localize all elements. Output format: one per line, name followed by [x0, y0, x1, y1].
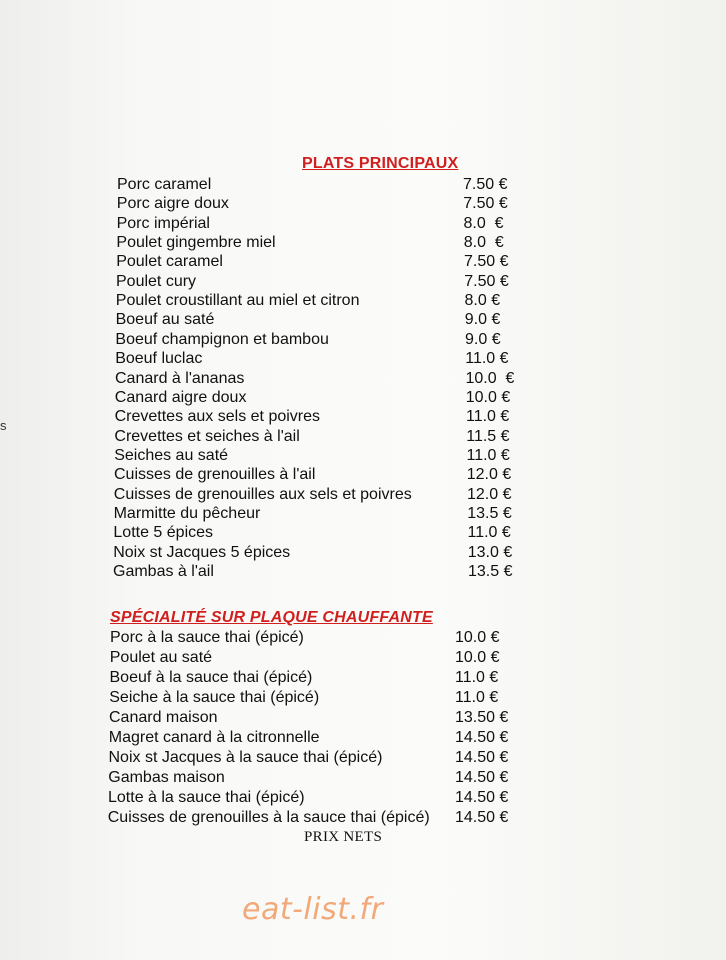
menu-item-price: 11.5 €: [466, 427, 510, 445]
menu-item-row: [0, 310, 726, 330]
menu-item-row: [0, 407, 726, 427]
menu-item-row: [0, 543, 726, 563]
menu-item-row: [0, 728, 726, 748]
menu-item-row: [0, 233, 726, 253]
menu-item-name: Poulet au saté: [109, 649, 213, 666]
menu-item-name: Cuisses de grenouilles à la sauce thai (épicé): [107, 809, 430, 826]
menu-item-price: 13.0 €: [467, 543, 513, 561]
menu-item-name: Lotte 5 épices: [113, 524, 214, 542]
menu-item-row: [0, 465, 726, 485]
menu-item-row: [0, 668, 726, 688]
menu-item-price: 11.0 €: [466, 408, 510, 426]
menu-item-row: [0, 788, 726, 808]
menu-item-row: [0, 485, 726, 505]
menu-item-name: Canard à l'ananas: [115, 369, 245, 387]
menu-item-name: Poulet gingembre miel: [116, 234, 276, 252]
menu-item-name: Seiches au saté: [114, 446, 229, 464]
menu-item-name: Seiche à la sauce thai (épicé): [109, 689, 320, 706]
menu-item-row: [0, 427, 726, 447]
menu-item-row: [0, 748, 726, 768]
section-title-plats-principaux: PLATS PRINCIPAUX: [302, 155, 459, 172]
menu-item-price: 14.50 €: [455, 749, 509, 766]
menu-item-price: 11.0 €: [455, 689, 499, 706]
menu-item-price: 11.0 €: [465, 350, 509, 368]
menu-item-price: 8.0 €: [464, 292, 501, 310]
menu-item-row: [0, 708, 726, 728]
menu-item-price: 7.50 €: [463, 176, 508, 193]
menu-item-row: [0, 648, 726, 668]
menu-item-name: Boeuf à la sauce thai (épicé): [109, 669, 313, 686]
menu-item-row: [0, 388, 726, 408]
menu-item-price: 10.0 €: [465, 388, 511, 406]
menu-item-name: Cuisses de grenouilles aux sels et poivres: [113, 485, 412, 503]
menu-item-price: 10.0 €: [455, 649, 500, 666]
menu-item-name: Porc caramel: [117, 176, 212, 193]
menu-item-price: 9.0 €: [465, 330, 501, 348]
menu-item-price: 10.0 €: [465, 369, 515, 387]
menu-item-name: Gambas à l'ail: [113, 563, 214, 580]
menu-item-name: Noix st Jacques à la sauce thai (épicé): [108, 749, 383, 766]
menu-item-price: 14.50 €: [455, 809, 509, 826]
menu-item-name: Boeuf champignon et bambou: [115, 330, 329, 348]
menu-item-name: Poulet caramel: [116, 253, 223, 271]
menu-item-price: 12.0 €: [467, 485, 512, 503]
menu-item-price: 8.0 €: [463, 234, 504, 252]
menu-item-price: 13.50 €: [455, 709, 509, 726]
menu-item-price: 13.5 €: [467, 504, 512, 522]
menu-item-name: Poulet cury: [116, 272, 197, 290]
menu-item-name: Porc impérial: [116, 214, 210, 232]
menu-item-row: [0, 523, 726, 543]
menu-item-row: [0, 252, 726, 272]
stray-mark: s: [0, 418, 7, 433]
menu-item-price: 7.50 €: [464, 272, 509, 290]
menu-item-name: Porc aigre doux: [116, 195, 229, 213]
menu-item-price: 9.0 €: [464, 311, 501, 329]
prix-nets-note: PRIX NETS: [304, 829, 383, 845]
menu-item-name: Lotte à la sauce thai (épicé): [108, 789, 305, 806]
menu-item-name: Gambas maison: [108, 769, 225, 786]
menu-item-row: [0, 194, 726, 214]
menu-item-row: [0, 628, 726, 648]
menu-item-row: [0, 768, 726, 788]
menu-item-name: Marmitte du pêcheur: [113, 504, 261, 522]
menu-item-price: 7.50 €: [464, 253, 509, 271]
menu-item-row: [0, 504, 726, 524]
menu-item-price: 14.50 €: [455, 789, 509, 806]
menu-item-price: 12.0 €: [466, 466, 512, 484]
section-title-plaque-chauffante: SPÉCIALITÉ SUR PLAQUE CHAUFFANTE: [110, 609, 433, 626]
menu-item-name: Crevettes et seiches à l'ail: [114, 427, 300, 445]
menu-item-price: 8.0 €: [463, 214, 504, 232]
menu-item-price: 11.0 €: [467, 524, 511, 542]
menu-item-price: 11.0 €: [466, 446, 510, 464]
menu-item-price: 14.50 €: [455, 769, 509, 786]
menu-item-price: 11.0 €: [455, 669, 499, 686]
menu-item-name: Porc à la sauce thai (épicé): [110, 629, 304, 646]
menu-item-row: [0, 175, 726, 195]
menu-item-name: Canard aigre doux: [114, 388, 247, 406]
watermark-logo: eat-list.fr: [242, 892, 384, 927]
menu-item-row: [0, 330, 726, 350]
menu-item-row: [0, 562, 726, 582]
menu-item-row: [0, 272, 726, 292]
menu-item-row: [0, 369, 726, 389]
menu-item-price: 7.50 €: [463, 195, 508, 213]
menu-item-name: Noix st Jacques 5 épices: [113, 543, 291, 561]
menu-item-row: [0, 688, 726, 708]
menu-item-name: Magret canard à la citronnelle: [108, 729, 320, 746]
menu-item-row: [0, 214, 726, 234]
menu-item-name: Boeuf luclac: [115, 350, 203, 368]
menu-item-name: Boeuf au saté: [115, 311, 215, 329]
menu-item-name: Crevettes aux sels et poivres: [114, 408, 321, 426]
menu-item-name: Canard maison: [109, 709, 218, 726]
menu-item-name: Cuisses de grenouilles à l'ail: [114, 466, 316, 484]
menu-item-row: [0, 349, 726, 369]
menu-item-name: Poulet croustillant au miel et citron: [115, 292, 360, 310]
menu-item-price: 14.50 €: [455, 729, 509, 746]
menu-item-price: 13.5 €: [468, 563, 513, 580]
menu-item-row: [0, 291, 726, 311]
menu-item-row: [0, 808, 726, 828]
menu-item-price: 10.0 €: [455, 629, 500, 646]
menu-item-row: [0, 446, 726, 466]
